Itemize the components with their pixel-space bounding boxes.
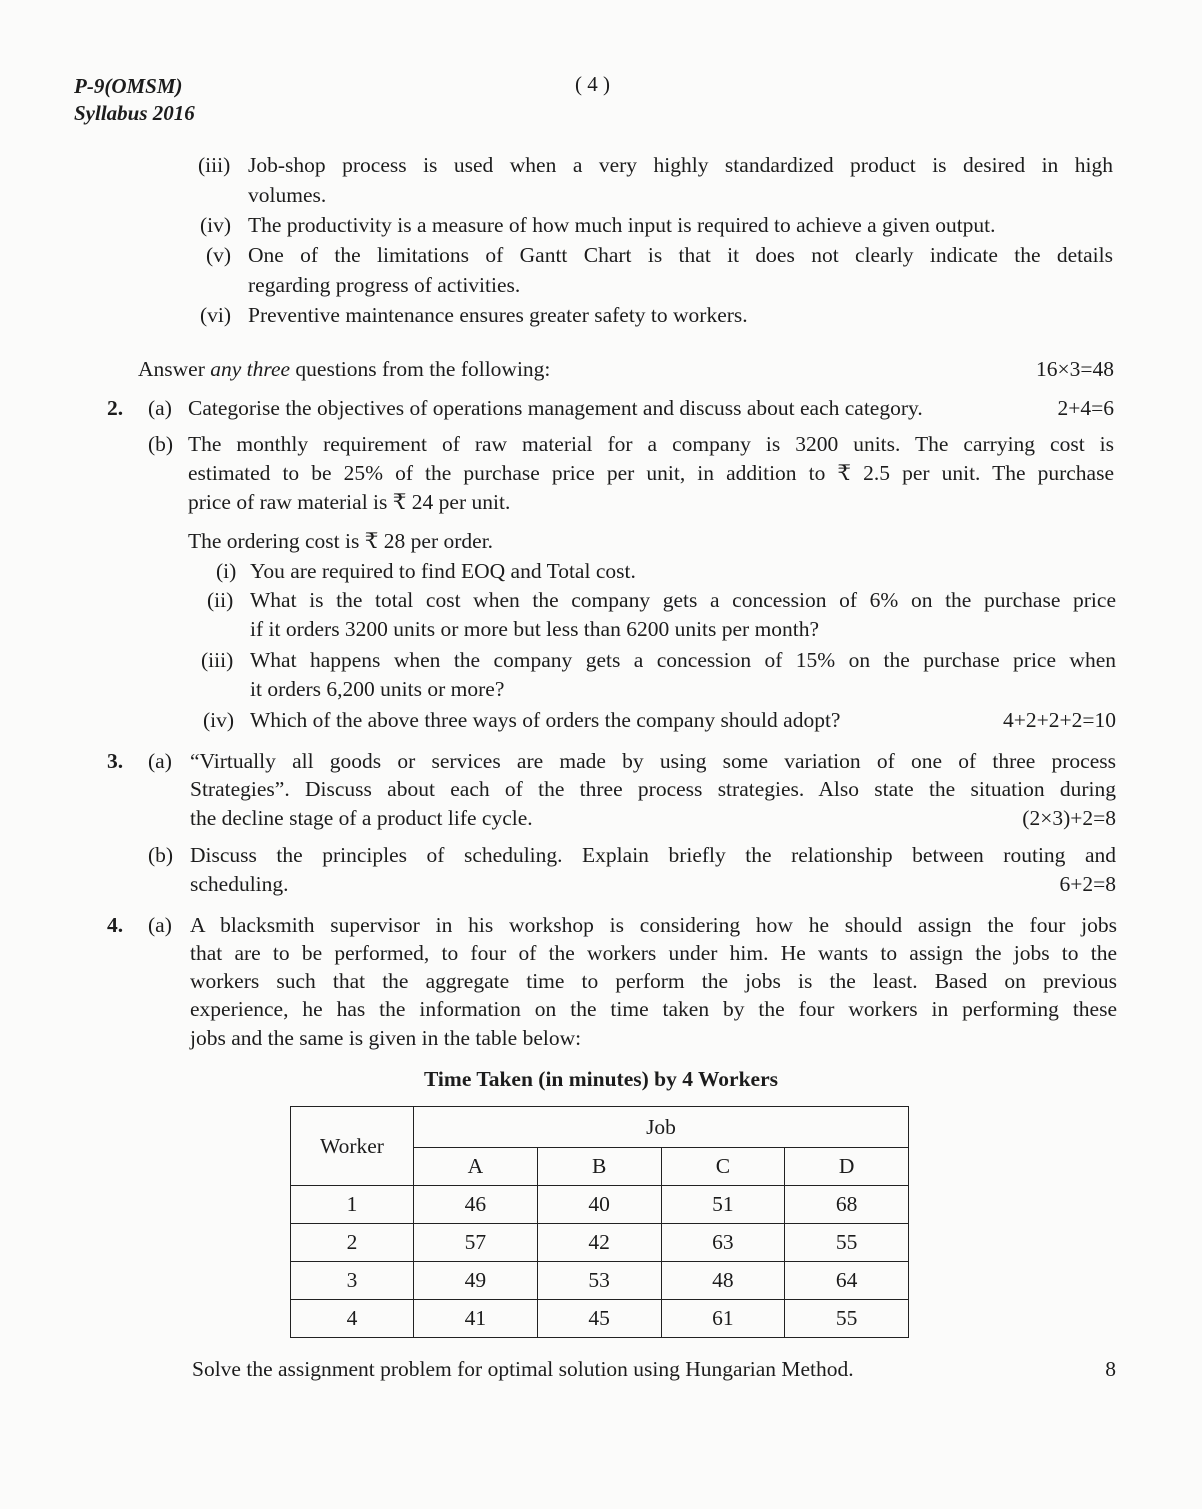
q2a-text: Categorise the objectives of operations management and discuss about each category.: [188, 396, 923, 420]
table-row: [291, 1186, 909, 1224]
instruction: [138, 357, 550, 382]
time-cell: 40: [537, 1186, 661, 1224]
part-label: (a): [148, 749, 172, 773]
instruction-marks: 16×3=48: [1035, 357, 1114, 381]
statement-num: (iv): [200, 213, 232, 237]
sub-num: (iii): [201, 648, 234, 672]
q2b-text: estimated to be 25% of the purchase price per unit, in addition to ₹ 2.5 per unit. The purchase: [188, 461, 1114, 485]
q3a-text: Strategies”. Discuss about each of the three process strategies. Also state the situation during: [190, 777, 1116, 801]
time-cell: 68: [785, 1186, 909, 1224]
instruction-emphasis: any three: [210, 357, 291, 381]
sub-text: it orders 6,200 units or more?: [250, 677, 505, 701]
sub-num: (i): [216, 559, 237, 583]
q2b-text: The monthly requirement of raw material for a company is 3200 units. The carrying cost is: [188, 432, 1114, 456]
q2b-ordering: The ordering cost is ₹ 28 per order.: [188, 529, 494, 553]
part-label: (b): [148, 432, 174, 456]
time-cell: 48: [661, 1262, 785, 1300]
job-letter: B: [537, 1148, 661, 1186]
statement-num: (iii): [198, 153, 231, 177]
sub-text: What is the total cost when the company gets a concession of 6% on the purchase price: [250, 588, 1116, 612]
job-header: Job: [414, 1107, 909, 1148]
statement-text: The productivity is a measure of how much input is required to achieve a given output.: [248, 213, 996, 237]
time-cell: 57: [414, 1224, 538, 1262]
sub-text: You are required to find EOQ and Total cost.: [250, 559, 636, 583]
q3b-text: scheduling.: [190, 872, 289, 896]
job-letter: A: [414, 1148, 538, 1186]
question-number: 4.: [107, 913, 124, 937]
q2a-marks: 2+4=6: [1057, 396, 1114, 420]
instruction-pre: Answer: [138, 357, 211, 381]
sub-text: if it orders 3200 units or more but less than 6200 units per month?: [250, 617, 820, 641]
q3b-marks: 6+2=8: [1059, 872, 1116, 896]
job-letter: C: [661, 1148, 785, 1186]
statement-text: Job-shop process is used when a very highly standardized product is desired in high: [248, 153, 1113, 177]
time-cell: 53: [537, 1262, 661, 1300]
time-cell: 55: [785, 1224, 909, 1262]
question-number: 3.: [107, 749, 124, 773]
sub-text: What happens when the company gets a concession of 15% on the purchase price when: [250, 648, 1116, 672]
statement-num: (vi): [200, 303, 232, 327]
worker-id: 3: [291, 1262, 414, 1300]
question-number: 2.: [107, 396, 124, 420]
statement-text: One of the limitations of Gantt Chart is that it does not clearly indicate the details: [248, 243, 1113, 267]
statement-text: Preventive maintenance ensures greater safety to workers.: [248, 303, 748, 327]
page-number: ( 4 ): [575, 72, 610, 96]
q2b-marks: 4+2+2+2=10: [1002, 708, 1116, 732]
statement-num: (v): [206, 243, 232, 267]
q2b-text: price of raw material is ₹ 24 per unit.: [188, 490, 511, 514]
worker-header: Worker: [291, 1107, 414, 1186]
worker-id: 2: [291, 1224, 414, 1262]
table-row: [291, 1224, 909, 1262]
q4a-text: jobs and the same is given in the table below:: [190, 1026, 582, 1050]
statement-text: regarding progress of activities.: [248, 273, 521, 297]
worker-id: 1: [291, 1186, 414, 1224]
time-table: [290, 1106, 909, 1338]
q3a-text: the decline stage of a product life cycle.: [190, 806, 533, 830]
q4-marks: 8: [1105, 1357, 1116, 1381]
table-row: [291, 1262, 909, 1300]
q4a-text: A blacksmith supervisor in his workshop is considering how he should assign the four jobs: [190, 913, 1117, 937]
table-header-row: [291, 1107, 909, 1148]
time-cell: 51: [661, 1186, 785, 1224]
q4a-text: experience, he has the information on the time taken by the four workers in performing these: [190, 997, 1117, 1021]
q3a-text: “Virtually all goods or services are made by using some variation of one of three process: [190, 749, 1116, 773]
syllabus-year: Syllabus 2016: [74, 101, 195, 125]
time-cell: 41: [414, 1300, 538, 1338]
time-cell: 46: [414, 1186, 538, 1224]
instruction-post: questions from the following:: [290, 357, 551, 381]
table-title: Time Taken (in minutes) by 4 Workers: [423, 1067, 778, 1091]
time-cell: 64: [785, 1262, 909, 1300]
solve-instruction: Solve the assignment problem for optimal solution using Hungarian Method.: [192, 1357, 854, 1381]
part-label: (a): [148, 396, 172, 420]
paper-code: P-9(OMSM): [74, 74, 183, 98]
part-label: (b): [148, 843, 174, 867]
sub-text: Which of the above three ways of orders the company should adopt?: [250, 708, 841, 732]
job-letter: D: [785, 1148, 909, 1186]
q4a-text: that are to be performed, to four of the workers under him. He wants to assign the jobs to the: [190, 941, 1117, 965]
q3a-marks: (2×3)+2=8: [1022, 806, 1116, 830]
q4a-text: workers such that the aggregate time to perform the jobs is the least. Based on previous: [190, 969, 1117, 993]
sub-num: (ii): [207, 588, 234, 612]
time-cell: 61: [661, 1300, 785, 1338]
time-cell: 45: [537, 1300, 661, 1338]
worker-id: 4: [291, 1300, 414, 1338]
time-cell: 42: [537, 1224, 661, 1262]
sub-num: (iv): [203, 708, 235, 732]
time-cell: 49: [414, 1262, 538, 1300]
time-cell: 55: [785, 1300, 909, 1338]
q3b-text: Discuss the principles of scheduling. Explain briefly the relationship between routing and: [190, 843, 1116, 867]
part-label: (a): [148, 913, 172, 937]
time-cell: 63: [661, 1224, 785, 1262]
table-row: [291, 1300, 909, 1338]
statement-text: volumes.: [248, 183, 327, 207]
